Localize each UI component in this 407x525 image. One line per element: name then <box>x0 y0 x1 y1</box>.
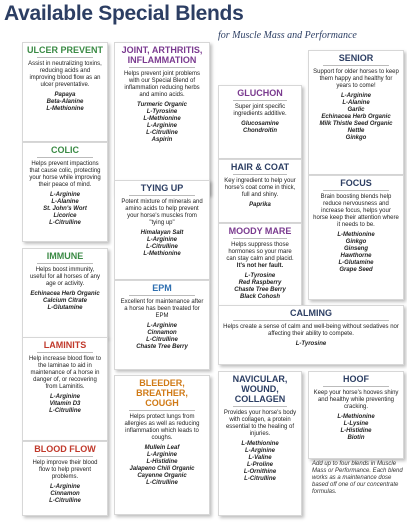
card-description <box>27 460 103 481</box>
ingredient-item: Nettle <box>347 128 365 134</box>
title-divider <box>129 195 195 196</box>
card-title: NAVICULAR, WOUND, COLLAGEN <box>232 374 288 404</box>
ingredient-item: L-Citrulline <box>49 408 81 414</box>
ingredient-list <box>27 291 103 312</box>
card-description <box>27 267 103 288</box>
ingredient-item: Chondroitin <box>243 128 277 134</box>
ingredient-item: Mullein Leaf <box>144 445 180 451</box>
ingredient-item: L-Arginine <box>50 394 80 400</box>
title-divider <box>37 263 93 264</box>
description-text: Potent mixture of minerals and amino acids to help prevent your horse's muscles from "tying up" <box>121 199 203 226</box>
ingredient-item: Calcium Citrate <box>42 298 87 304</box>
card-title: GLUCHON <box>237 88 283 98</box>
card-description <box>223 410 297 438</box>
ingredient-item: St. John's Wort <box>43 206 87 212</box>
footnote: Add up to four blends in Muscle Mass or Performance. Each blend works as a maintenance dose based off one of our concentrate formulas. <box>312 461 403 495</box>
ingredient-item: L-Alanine <box>342 100 370 106</box>
description-text: Helps boost immunity, useful for all horses of any age or activity. <box>29 267 101 287</box>
ingredient-item: Aspirin <box>151 137 173 143</box>
title-divider <box>129 295 195 296</box>
description-text: Support for older horses to keep them happy and healthy for years to come! <box>313 69 399 89</box>
description-text: Super joint specific ingredients additive. <box>233 104 287 117</box>
card-title: HOOF <box>343 374 369 384</box>
ingredient-item: Chaste Tree Berry <box>234 287 286 293</box>
ingredient-item: Turmeric Organic <box>137 102 187 108</box>
title-divider <box>233 406 287 407</box>
description-text: Brain boosting blends help reduce nervousness and increase focus, helps your horse keep their attention where it needs to be. <box>313 194 399 228</box>
card-description <box>313 69 399 90</box>
ingredient-item: Vitamin D3 <box>49 401 81 407</box>
card-description <box>119 299 205 320</box>
title-divider <box>37 352 93 353</box>
card-description <box>223 242 297 270</box>
title-divider <box>233 320 389 321</box>
title-divider <box>37 157 93 158</box>
ingredient-item: Ginkgo <box>345 135 367 141</box>
card-bleeder <box>114 375 210 515</box>
ingredient-item: L-Citrulline <box>244 476 276 482</box>
ingredient-item: L-Arginine <box>50 192 80 198</box>
card-title: CALMING <box>290 308 332 318</box>
description-text: Helps prevent impactions that cause colic, protecting your horse while improving their peace of mind. <box>29 161 101 188</box>
ingredient-item: L-Methionine <box>337 232 375 238</box>
title-divider <box>233 174 287 175</box>
ingredient-item: Biotin <box>347 435 365 441</box>
ingredient-list <box>223 341 399 348</box>
ingredient-list <box>313 232 399 274</box>
card-title: HAIR & COAT <box>230 162 290 172</box>
card-description <box>223 104 297 118</box>
ingredient-item: L-Citrulline <box>49 220 81 226</box>
ingredient-item: Cayenne Organic <box>137 473 187 479</box>
ingredient-item: L-Citrulline <box>49 498 81 504</box>
ingredient-list <box>223 121 297 135</box>
ingredient-item: L-Arginine <box>147 452 177 458</box>
ingredient-item: L-Arginine <box>147 123 177 129</box>
description-text: Keep your horse's hooves shiny and healthy while preventing cracking. <box>313 390 399 410</box>
page-title: Available Special Blends <box>4 2 244 25</box>
ingredient-item: L-Alanine <box>51 199 79 205</box>
ingredient-item: L-Methionine <box>143 251 181 257</box>
ingredient-item: L-Glutamine <box>47 305 83 311</box>
description-text: Helps create a sense of calm and well-being without sedatives nor affecting their ability to compete. <box>223 324 399 337</box>
title-divider <box>37 57 93 58</box>
ingredient-item: L-Arginine <box>245 448 275 454</box>
description-text: Assist in neutralizing toxins, reducing acids and improving blood flow as an ulcer preventative. <box>28 61 102 88</box>
card-description <box>27 356 103 391</box>
card-description <box>119 414 205 442</box>
ingredient-item: Chaste Tree Berry <box>136 344 188 350</box>
ingredient-item: Ginkgo <box>345 239 367 245</box>
card-hoof <box>308 371 404 459</box>
ingredient-item: Himalayan Salt <box>140 230 184 236</box>
ingredient-item: Glucosamine <box>241 121 279 127</box>
ingredient-item: L-Citrulline <box>146 244 178 250</box>
card-title: LAMINITS <box>43 340 87 350</box>
card-epm <box>114 280 210 370</box>
ingredient-item: L-Arginine <box>147 323 177 329</box>
ingredient-item: L-Methionine <box>241 441 279 447</box>
ingredient-list <box>27 484 103 505</box>
ingredient-item: Ginseng <box>343 246 368 252</box>
ingredient-item: L-Ornithine <box>243 469 277 475</box>
title-divider <box>37 456 93 457</box>
description-text: Help increase blood flow to the laminae to aid in maintenance of a horse in danger of, or recovering from Laminitis. <box>28 356 102 390</box>
ingredient-item: L-Histidine <box>340 428 372 434</box>
description-emphasis: It's not her fault. <box>236 263 284 269</box>
ingredient-item: L-Valine <box>248 455 272 461</box>
card-laminits <box>22 337 108 441</box>
card-title: IMMUNE <box>46 251 84 261</box>
card-description <box>223 324 399 338</box>
ingredient-item: Papaya <box>54 92 76 98</box>
ingredient-item: L-Tyrosine <box>295 341 327 347</box>
card-description <box>119 199 205 227</box>
ingredient-list <box>223 273 297 301</box>
description-text: Provides your horse's body with collagen, a protein essential to the healing of injuries. <box>223 410 297 437</box>
ingredient-item: Licorice <box>53 213 77 219</box>
card-gluchon <box>218 85 302 159</box>
description-text: Helps suppress those hormones so your mare can stay calm and placid. <box>226 242 294 262</box>
ingredient-item: L-Methionine <box>46 106 84 112</box>
ingredient-list <box>27 394 103 415</box>
ingredient-list <box>313 93 399 142</box>
card-tying-up <box>114 180 210 280</box>
ingredient-item: L-Citrulline <box>146 130 178 136</box>
ingredient-item: Echinacea Herb Organic <box>321 114 391 120</box>
title-divider <box>323 65 389 66</box>
ingredient-list <box>119 445 205 487</box>
ingredient-list <box>27 92 103 113</box>
ingredient-item: Jalapeno Chili Organic <box>129 466 195 472</box>
title-divider <box>233 238 287 239</box>
ingredient-item: L-Methionine <box>337 414 375 420</box>
card-title: BLEEDER, BREATHER, COUGH <box>136 378 188 408</box>
card-calming <box>218 305 404 365</box>
description-text: Helps protect lungs from allergies as well as reducing inflammation which leads to coughs. <box>124 414 200 441</box>
ingredient-item: Echinacea Herb Organic <box>30 291 100 297</box>
ingredient-list <box>223 202 297 209</box>
ingredient-item: Cinnamon <box>147 330 177 336</box>
card-senior <box>308 50 404 175</box>
card-colic <box>22 142 108 242</box>
card-description <box>27 161 103 189</box>
ingredient-list <box>27 192 103 227</box>
card-description <box>313 194 399 229</box>
ingredient-item: L-Tyrosine <box>244 273 276 279</box>
card-description <box>223 178 297 199</box>
ingredient-item: L-Citrulline <box>146 337 178 343</box>
ingredient-item: L-Methionine <box>143 116 181 122</box>
ingredient-list <box>313 414 399 442</box>
card-moody-mare <box>218 223 302 313</box>
description-text: Help improve their blood flow to help prevent problems. <box>32 460 98 480</box>
description-text: Key ingredient to help your horse's coat come in thick, full and shiny. <box>224 178 296 198</box>
card-blood-flow <box>22 441 108 516</box>
card-description <box>313 390 399 411</box>
ingredient-item: Garlic <box>347 107 365 113</box>
ingredient-list <box>119 102 205 144</box>
page-subtitle: for Muscle Mass and Performance <box>218 30 357 41</box>
ingredient-item: Beta-Alanine <box>46 99 84 105</box>
ingredient-item: Grape Seed <box>339 267 373 273</box>
card-description <box>119 71 205 99</box>
title-divider <box>323 190 389 191</box>
card-focus <box>308 175 404 300</box>
card-title: SENIOR <box>338 53 374 63</box>
card-ulcer-prevent <box>22 42 108 142</box>
card-hair-coat <box>218 159 302 223</box>
card-immune <box>22 248 108 338</box>
title-divider <box>233 100 287 101</box>
ingredient-item: Milk Thistle Seed Organic <box>319 121 393 127</box>
ingredient-item: Red Raspberry <box>238 280 282 286</box>
card-title: COLIC <box>51 145 79 155</box>
title-divider <box>129 67 195 68</box>
card-joint-arthritis <box>114 42 210 195</box>
card-title: BLOOD FLOW <box>34 444 96 454</box>
ingredient-item: L-Citrulline <box>146 480 178 486</box>
title-divider <box>323 386 389 387</box>
ingredient-list <box>223 441 297 483</box>
card-title: EPM <box>152 283 172 293</box>
ingredient-item: Hawthorne <box>340 253 372 259</box>
card-title: MOODY MARE <box>228 226 292 236</box>
ingredient-item: L-Proline <box>246 462 273 468</box>
ingredient-item: Black Cohosh <box>239 294 280 300</box>
ingredient-item: L-Histidine <box>146 459 178 465</box>
title-divider <box>129 410 195 411</box>
ingredient-item: L-Arginine <box>341 93 371 99</box>
card-title: ULCER PREVENT <box>27 45 104 55</box>
ingredient-item: L-Tyrosine <box>146 109 178 115</box>
ingredient-list <box>119 230 205 258</box>
ingredient-item: L-Arginine <box>147 237 177 243</box>
ingredient-item: Paprika <box>249 202 271 208</box>
ingredient-list <box>119 323 205 351</box>
card-description <box>27 61 103 89</box>
card-title: FOCUS <box>340 178 372 188</box>
description-text: Helps prevent joint problems with our Special Blend of inflammation reducing herbs and amino acids. <box>123 71 201 98</box>
card-title: JOINT, ARTHRITIS, INFLAMMATION <box>121 45 203 65</box>
card-navicular <box>218 371 302 516</box>
ingredient-item: L-Lysine <box>343 421 369 427</box>
ingredient-item: Cinnamon <box>50 491 80 497</box>
ingredient-item: L-Arginine <box>50 484 80 490</box>
description-text: Excellent for maintenance after a horse has been treated for EPM <box>120 299 204 319</box>
ingredient-item: L-Glutamine <box>338 260 374 266</box>
card-title: TYING UP <box>140 183 184 193</box>
